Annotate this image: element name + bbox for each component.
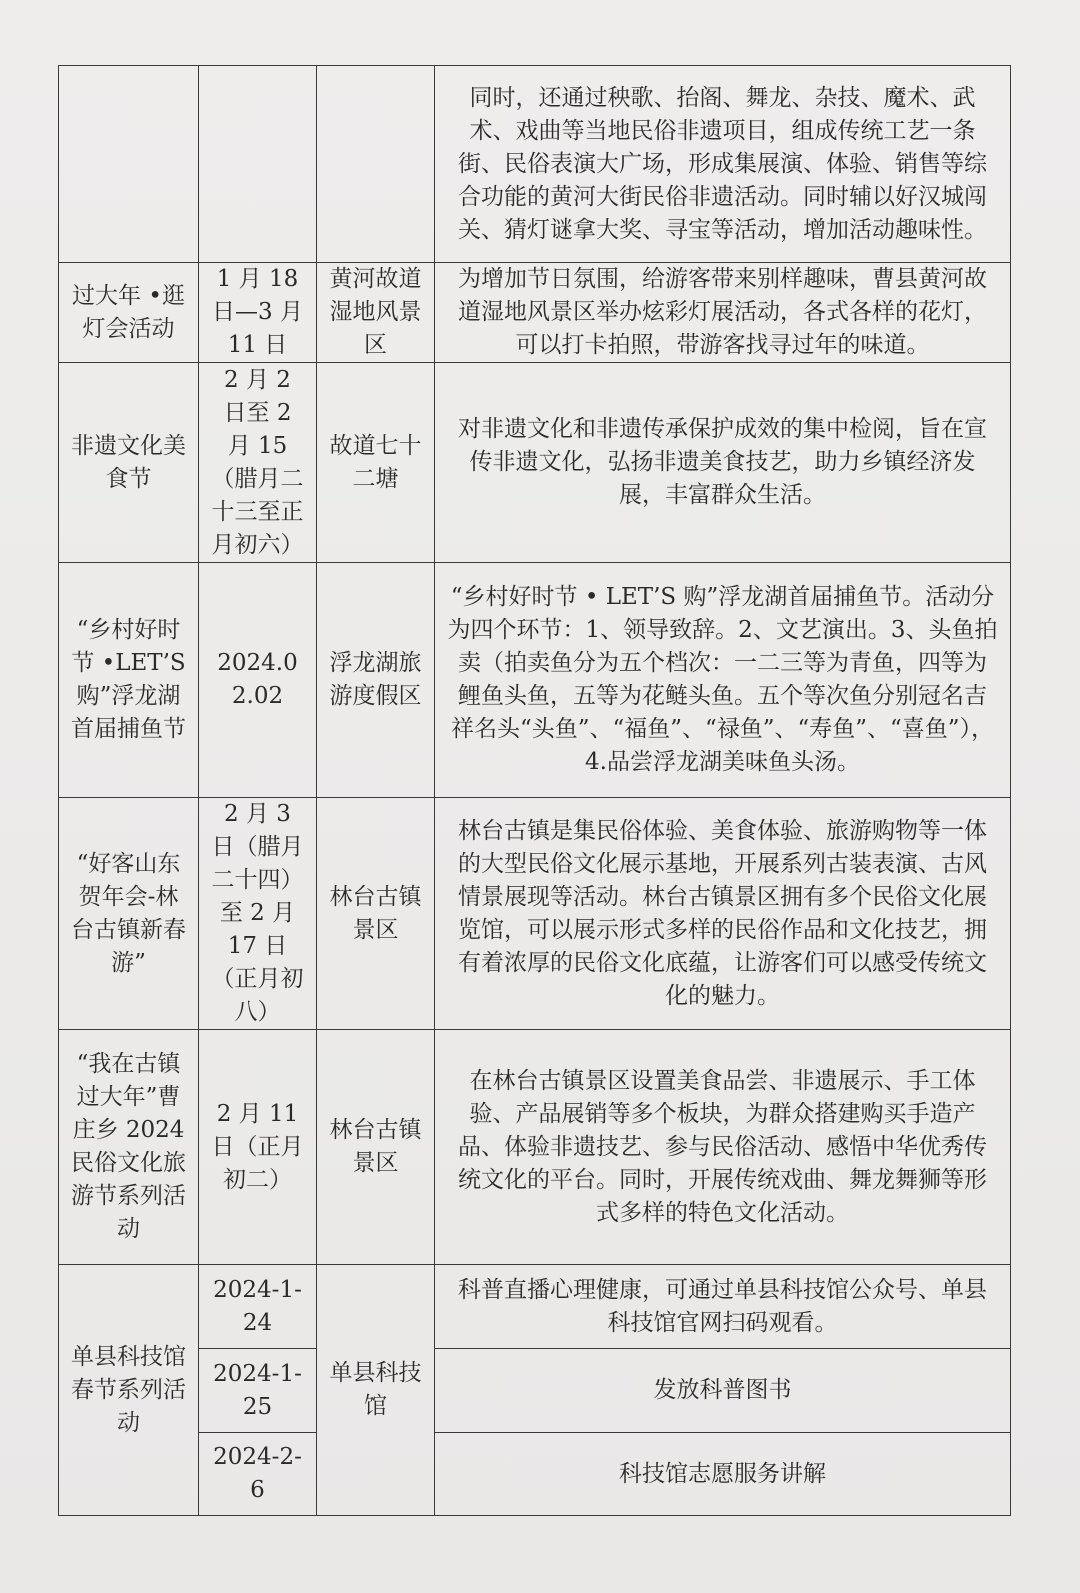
- event-description-cell: 林台古镇是集民俗体验、美食体验、旅游购物等一体的大型民俗文化展示基地，开展系列古装表演、古风情景展现等活动。林台古镇景区拥有多个民俗文化展览馆，可以展示形式多样的民俗作品和文化技艺，拥有着浓厚的民俗文化底蕴，让游客们可以感受传统文化的魅力。: [435, 798, 1011, 1030]
- event-description-cell: 科技馆志愿服务讲解: [435, 1433, 1011, 1516]
- event-description-cell: 科普直播心理健康，可通过单县科技馆公众号、单县科技馆官网扫码观看。: [435, 1265, 1011, 1349]
- event-name-cell: “好客山东贺年会-林台古镇新春游”: [59, 798, 199, 1030]
- event-description-cell: 为增加节日氛围，给游客带来别样趣味，曹县黄河故道湿地风景区举办炫彩灯展活动，各式各样的花灯，可以打卡拍照，带游客找寻过年的味道。: [435, 263, 1011, 363]
- event-description-cell: 对非遗文化和非遗传承保护成效的集中检阅，旨在宣传非遗文化，弘扬非遗美食技艺，助力乡镇经济发展，丰富群众生活。: [435, 363, 1011, 563]
- event-name-cell: “我在古镇过大年”曹庄乡 2024 民俗文化旅游节系列活动: [59, 1030, 199, 1265]
- event-name-cell: 单县科技馆春节系列活动: [59, 1265, 199, 1516]
- event-name-cell: “乡村好时节 •LET’S 购”浮龙湖首届捕鱼节: [59, 563, 199, 798]
- event-date-cell: 2 月 11 日（正月初二）: [199, 1030, 317, 1265]
- event-description-cell: 在林台古镇景区设置美食品尝、非遗展示、手工体验、产品展销等多个板块，为群众搭建购买手造产品、体验非遗技艺、参与民俗活动、感悟中华优秀传统文化的平台。同时，开展传统戏曲、舞龙舞狮等形式多样的特色文化活动。: [435, 1030, 1011, 1265]
- table-row: [59, 563, 1011, 798]
- table-row: [59, 1030, 1011, 1265]
- event-date-cell: 1 月 18 日—3 月 11 日: [199, 263, 317, 363]
- event-venue-cell: 故道七十二塘: [317, 363, 435, 563]
- event-description-cell: “乡村好时节 • LET’S 购”浮龙湖首届捕鱼节。活动分为四个环节：1、领导致辞。2、文艺演出。3、头鱼拍卖（拍卖鱼分为五个档次：一二三等为青鱼，四等为鲤鱼头鱼，五等为花鲢头鱼。五个等次鱼分别冠名吉祥名头“头鱼”、“福鱼”、“禄鱼”、“寿鱼”、“喜鱼”），4.品尝浮龙湖美味鱼头汤。: [435, 563, 1011, 798]
- events-table: [58, 65, 1011, 1516]
- event-name-cell: 非遗文化美食节: [59, 363, 199, 563]
- event-date-cell: 2 月 3 日（腊月二十四）至 2 月 17 日（正月初八）: [199, 798, 317, 1030]
- event-venue-cell: 林台古镇景区: [317, 1030, 435, 1265]
- table-row: [59, 263, 1011, 363]
- table-row: [59, 798, 1011, 1030]
- event-date-cell: [199, 66, 317, 263]
- table-row: [59, 1265, 1011, 1349]
- event-date-cell: 2024-1-24: [199, 1265, 317, 1349]
- table-row: [59, 1433, 1011, 1516]
- event-venue-cell: 林台古镇景区: [317, 798, 435, 1030]
- event-date-cell: 2024-2-6: [199, 1433, 317, 1516]
- event-date-cell: 2024.02.02: [199, 563, 317, 798]
- event-date-cell: 2 月 2 日至 2 月 15（腊月二十三至正月初六）: [199, 363, 317, 563]
- event-description-cell: 同时，还通过秧歌、抬阁、舞龙、杂技、魔术、武术、戏曲等当地民俗非遗项目，组成传统工艺一条街、民俗表演大广场，形成集展演、体验、销售等综合功能的黄河大街民俗非遗活动。同时辅以好汉城闯关、猜灯谜拿大奖、寻宝等活动，增加活动趣味性。: [435, 66, 1011, 263]
- event-venue-cell: 单县科技馆: [317, 1265, 435, 1516]
- event-name-cell: 过大年 •逛灯会活动: [59, 263, 199, 363]
- event-venue-cell: [317, 66, 435, 263]
- table-row: [59, 363, 1011, 563]
- event-name-cell: [59, 66, 199, 263]
- event-date-cell: 2024-1-25: [199, 1349, 317, 1433]
- table-row: [59, 1349, 1011, 1433]
- event-venue-cell: 浮龙湖旅游度假区: [317, 563, 435, 798]
- event-venue-cell: 黄河故道湿地风景区: [317, 263, 435, 363]
- table-row: [59, 66, 1011, 263]
- event-description-cell: 发放科普图书: [435, 1349, 1011, 1433]
